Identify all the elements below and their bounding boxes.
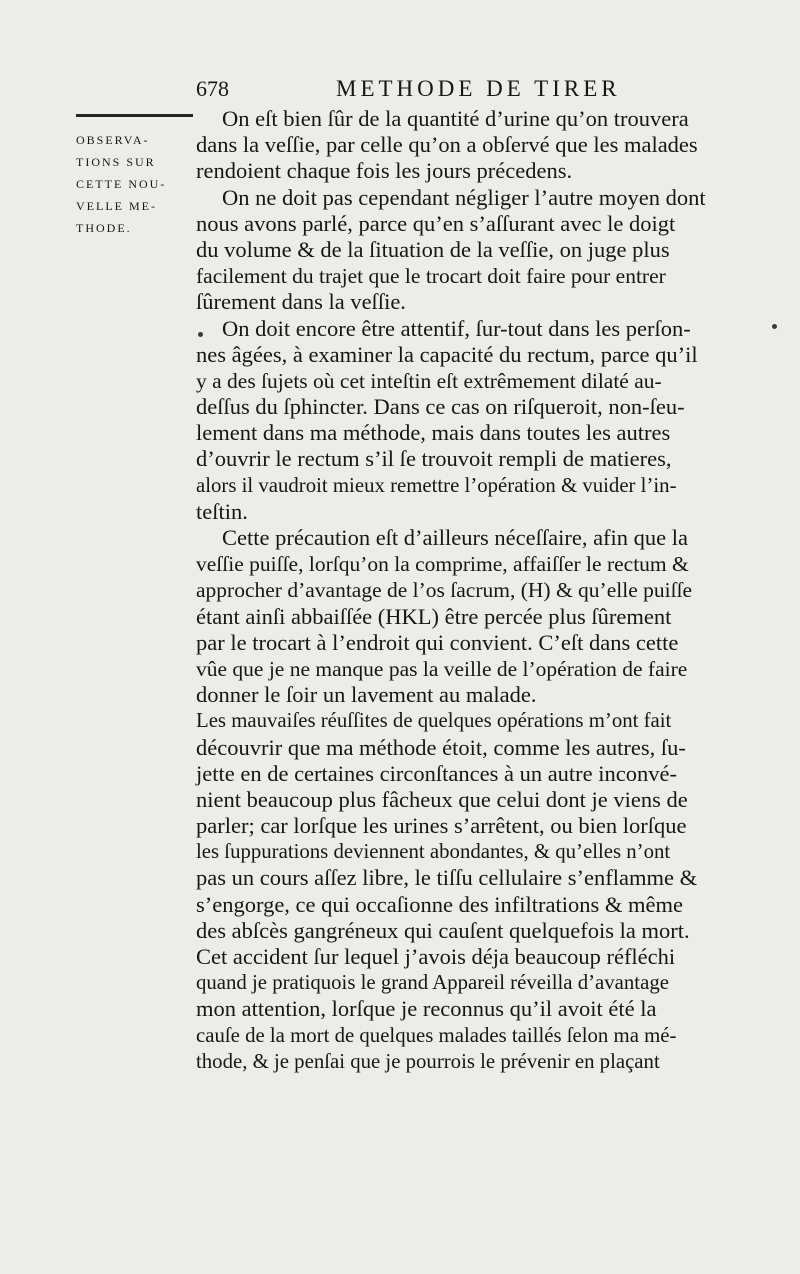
text-line: s’engorge, ce qui occaſionne des infiltrations & même xyxy=(196,891,683,917)
text-line: On doit encore être attentif, ſur-tout dans les perſon- xyxy=(222,315,691,341)
ink-spot xyxy=(772,324,777,329)
text-line: teſtin. xyxy=(196,498,248,524)
text-line: pas un cours aſſez libre, le tiſſu cellulaire s’enflamme & xyxy=(196,865,698,891)
running-header xyxy=(196,76,756,106)
text-line: par le trocart à l’endroit qui convient. C’eſt dans cette xyxy=(196,629,679,655)
page-number: 678 xyxy=(196,76,229,101)
margin-note-line: THODE. xyxy=(76,221,132,235)
margin-rule xyxy=(76,114,193,117)
margin-note-line: VELLE ME- xyxy=(76,199,157,213)
text-line: cauſe de la mort de quelques malades taillés ſelon ma mé- xyxy=(196,1023,677,1047)
text-line: nes âgées, à examiner la capacité du rectum, parce qu’il xyxy=(196,341,698,367)
text-line: thode, & je penſai que je pourrois le prévenir en plaçant xyxy=(196,1049,660,1073)
text-line: vûe que je ne manque pas la veille de l’opération de faire xyxy=(196,656,688,681)
text-line: dans la veſſie, par celle qu’on a obſervé que les malades xyxy=(196,132,698,158)
text-line: facilement du trajet que le trocart doit faire pour entrer xyxy=(196,264,666,289)
text-line: ſûrement dans la veſſie. xyxy=(196,289,406,315)
text-line: On eſt bien ſûr de la quantité d’urine qu’on trouvera xyxy=(222,106,689,131)
text-line: veſſie puiſſe, lorſqu’on la comprime, affaiſſer le rectum & xyxy=(196,552,689,577)
ink-spot xyxy=(198,332,203,337)
text-line: rendoient chaque fois les jours précedens. xyxy=(196,158,573,184)
text-line: découvrir que ma méthode étoit, comme les autres, ſu- xyxy=(196,734,686,760)
margin-note-line: CETTE NOU- xyxy=(76,177,167,191)
text-line: des abſcès gangréneux qui cauſent quelquefois la mort. xyxy=(196,917,690,943)
main-text xyxy=(196,106,771,1126)
text-line: nient beaucoup plus fâcheux que celui dont je viens de xyxy=(196,786,688,812)
text-line: parler; car lorſque les urines s’arrêtent, ou bien lorſque xyxy=(196,813,687,839)
text-line: du volume & de la ſituation de la veſſie, on juge plus xyxy=(196,236,670,262)
text-line: jette en de certaines circonſtances à un autre inconvé- xyxy=(196,760,678,786)
text-line: d’ouvrir le rectum s’il ſe trouvoit rempli de matieres, xyxy=(196,446,672,472)
text-line: Cet accident ſur lequel j’avois déja beaucoup réfléchi xyxy=(196,944,676,969)
text-line: On ne doit pas cependant négliger l’autre moyen dont xyxy=(222,184,706,210)
text-line: mon attention, lorſque je reconnus qu’il avoit été la xyxy=(196,996,657,1022)
margin-note-line: TIONS SUR xyxy=(76,155,156,169)
text-line: les ſuppurations deviennent abondantes, & qu’elles n’ont xyxy=(196,840,671,864)
text-line: deſſus du ſphincter. Dans ce cas on riſqueroit, non-ſeu- xyxy=(196,394,685,420)
text-line: étant ainſi abbaiſſée (HKL) être percée plus ſûrement xyxy=(196,603,672,629)
text-line: Cette précaution eſt d’ailleurs néceſſaire, afin que la xyxy=(222,525,689,550)
text-line: lement dans ma méthode, mais dans toutes les autres xyxy=(196,420,671,446)
text-line: y a des ſujets où cet inteſtin eſt extrêmement dilaté au- xyxy=(196,368,662,393)
text-line: quand je pratiquois le grand Appareil réveilla d’avantage xyxy=(196,971,669,995)
text-line: Les mauvaiſes réuſſites de quelques opérations m’ont fait xyxy=(196,709,672,733)
margin-note xyxy=(76,114,198,239)
margin-note-line: OBSERVA- xyxy=(76,133,150,147)
text-line: approcher d’avantage de l’os ſacrum, (H) & qu’elle puiſſe xyxy=(196,578,693,603)
show-through-shadow xyxy=(230,1118,470,1134)
text-line: donner le ſoir un lavement au malade. xyxy=(196,682,537,708)
text-line: alors il vaudroit mieux remettre l’opération & vuider l’in- xyxy=(196,473,677,497)
running-title: METHODE DE TIRER xyxy=(336,76,621,101)
text-line: nous avons parlé, parce qu’en s’aſſurant avec le doigt xyxy=(196,210,676,236)
